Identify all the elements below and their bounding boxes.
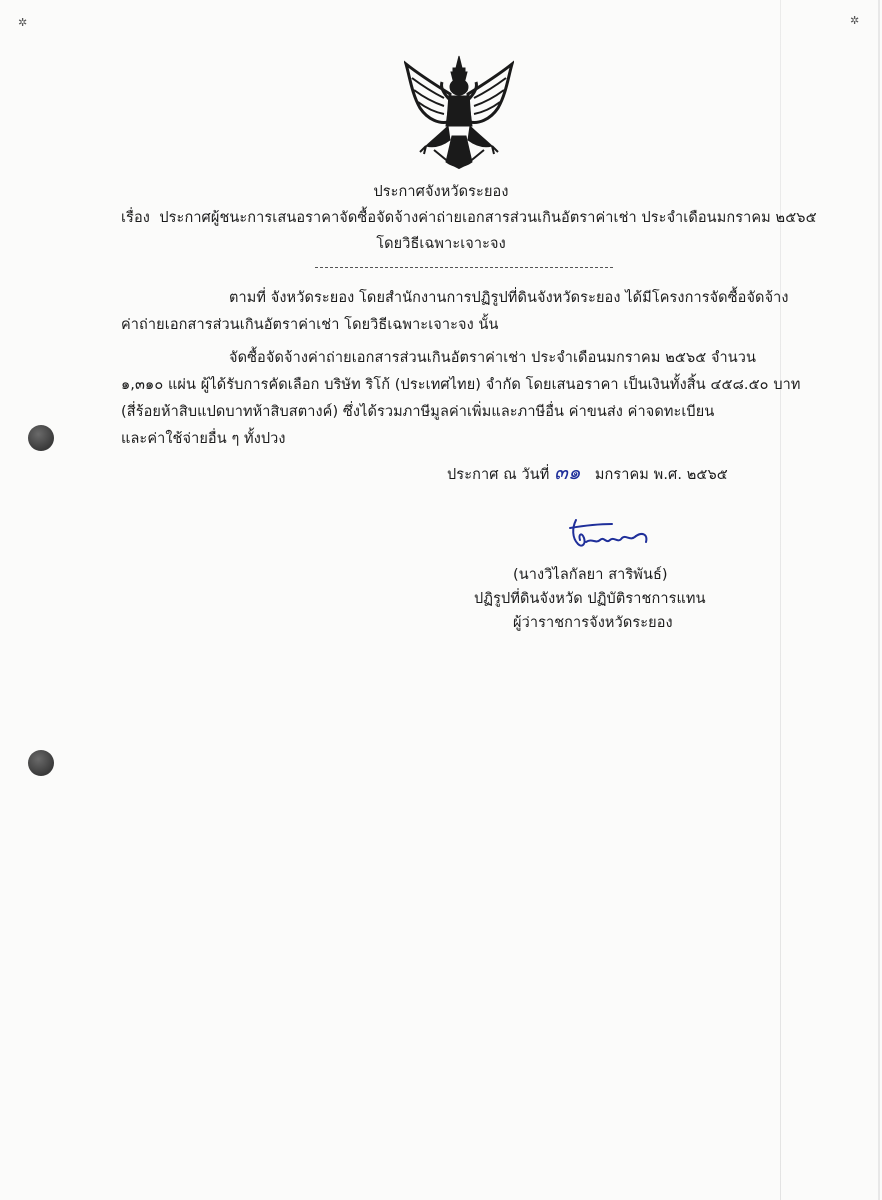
subject-line2: โดยวิธีเฉพาะเจาะจง bbox=[376, 236, 506, 252]
paragraph1-line2: ค่าถ่ายเอกสารส่วนเกินอัตราค่าเช่า โดยวิธีเฉพาะเจาะจง นั้น bbox=[121, 317, 499, 333]
date-prefix: ประกาศ ณ วันที่ bbox=[447, 467, 550, 483]
scan-speck: ✲ bbox=[18, 16, 28, 29]
paragraph1-line1: ตามที่ จังหวัดระยอง โดยสำนักงานการปฏิรูปที่ดินจังหวัดระยอง ได้มีโครงการจัดซื้อจัดจ้าง bbox=[229, 290, 789, 306]
signature-icon bbox=[562, 514, 654, 556]
garuda-emblem-icon bbox=[404, 54, 514, 172]
punch-hole bbox=[28, 750, 54, 776]
subject-line bbox=[121, 206, 817, 229]
date-day-handwritten: ๓๑ bbox=[554, 460, 581, 484]
subject-label: เรื่อง bbox=[121, 210, 150, 226]
subject-text: ประกาศผู้ชนะการเสนอราคาจัดซื้อจัดจ้างค่าถ่ายเอกสารส่วนเกินอัตราค่าเช่า ประจำเดือนมกราคม ๒๕๖๕ bbox=[159, 210, 817, 226]
paragraph2-line1: จัดซื้อจัดจ้างค่าถ่ายเอกสารส่วนเกินอัตราค่าเช่า ประจำเดือนมกราคม ๒๕๖๕ จำนวน bbox=[229, 350, 757, 366]
paragraph2-line2: ๑,๓๑๐ แผ่น ผู้ได้รับการคัดเลือก บริษัท ริโก้ (ประเทศไทย) จำกัด โดยเสนอราคา เป็นเงินทั้งสิ้น ๔๕๘.๕๐ บาท bbox=[121, 377, 801, 393]
signatory-position1: ปฏิรูปที่ดินจังหวัด ปฏิบัติราชการแทน bbox=[474, 591, 706, 607]
signatory-position2: ผู้ว่าราชการจังหวัดระยอง bbox=[513, 615, 673, 631]
punch-hole bbox=[28, 425, 54, 451]
announcement-title: ประกาศจังหวัดระยอง bbox=[373, 184, 509, 200]
signatory-name: (นางวิไลกัลยา สาริพันธ์) bbox=[513, 567, 668, 583]
date-line bbox=[447, 456, 728, 488]
scan-speck: ✲ bbox=[850, 14, 860, 27]
separator-line bbox=[315, 267, 613, 268]
paragraph2-line3: (สี่ร้อยห้าสิบแปดบาทห้าสิบสตางค์) ซึ่งได้รวมภาษีมูลค่าเพิ่มและภาษีอื่น ค่าขนส่ง ค่าจดทะเบียน bbox=[121, 404, 715, 420]
date-suffix: มกราคม พ.ศ. ๒๕๖๕ bbox=[594, 467, 728, 483]
paragraph2-line4: และค่าใช้จ่ายอื่น ๆ ทั้งปวง bbox=[121, 431, 286, 447]
